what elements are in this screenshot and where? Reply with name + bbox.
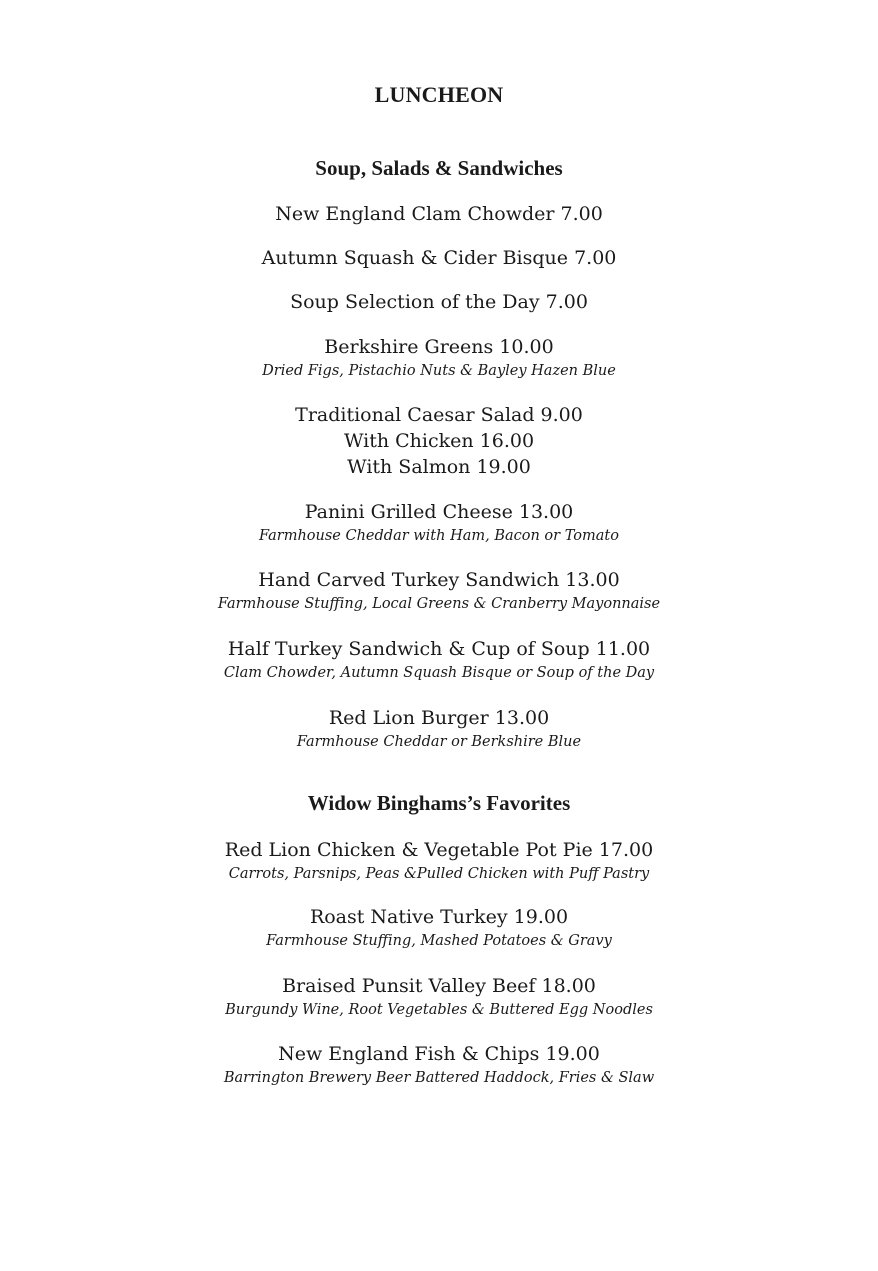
menu-item xyxy=(0,499,878,546)
section-heading-soup-salads-sandwiches: Soup, Salads & Sandwiches xyxy=(315,156,563,180)
item-name: New England Clam Chowder 7.00 xyxy=(275,203,603,225)
item-option: With Chicken 16.00 xyxy=(343,430,535,452)
item-name: Autumn Squash & Cider Bisque 7.00 xyxy=(261,247,617,269)
item-description: Farmhouse Cheddar or Berkshire Blue xyxy=(296,734,582,750)
item-name: Panini Grilled Cheese 13.00 xyxy=(304,501,574,523)
menu-item xyxy=(0,201,878,227)
menu-item xyxy=(0,245,878,271)
menu-item xyxy=(0,289,878,315)
item-name: Soup Selection of the Day 7.00 xyxy=(290,291,588,313)
item-description: Dried Figs, Pistachio Nuts & Bayley Hazen Blue xyxy=(262,363,616,379)
menu-item xyxy=(0,904,878,951)
item-name: New England Fish & Chips 19.00 xyxy=(278,1043,600,1065)
menu-item xyxy=(0,705,878,752)
item-name: Berkshire Greens 10.00 xyxy=(324,336,554,358)
item-description: Carrots, Parsnips, Peas &Pulled Chicken with Puff Pastry xyxy=(228,866,650,882)
section-heading-widow-binghams-favorites: Widow Binghams’s Favorites xyxy=(307,791,571,815)
item-description: Barrington Brewery Beer Battered Haddock, Fries & Slaw xyxy=(223,1070,655,1086)
item-name: Hand Carved Turkey Sandwich 13.00 xyxy=(258,569,620,591)
menu-item xyxy=(0,973,878,1020)
menu-item xyxy=(0,837,878,884)
menu-item xyxy=(0,567,878,614)
item-description: Burgundy Wine, Root Vegetables & Buttered Egg Noodles xyxy=(225,1002,653,1018)
item-name: Half Turkey Sandwich & Cup of Soup 11.00 xyxy=(227,638,651,660)
item-name: Red Lion Burger 13.00 xyxy=(328,707,550,729)
item-description: Farmhouse Stuffing, Mashed Potatoes & Gravy xyxy=(266,933,612,949)
menu-item xyxy=(0,402,878,480)
menu-item xyxy=(0,1041,878,1088)
menu-item xyxy=(0,636,878,683)
item-description: Farmhouse Stuffing, Local Greens & Cranberry Mayonnaise xyxy=(217,596,661,612)
item-description: Clam Chowder, Autumn Squash Bisque or Soup of the Day xyxy=(223,665,655,681)
item-name: Red Lion Chicken & Vegetable Pot Pie 17.00 xyxy=(224,839,654,861)
menu-title: LUNCHEON xyxy=(374,82,504,107)
item-description: Farmhouse Cheddar with Ham, Bacon or Tomato xyxy=(259,528,619,544)
item-name: Roast Native Turkey 19.00 xyxy=(309,906,569,928)
item-name: Braised Punsit Valley Beef 18.00 xyxy=(282,975,596,997)
item-option: With Salmon 19.00 xyxy=(347,456,531,478)
menu-item xyxy=(0,334,878,381)
item-name: Traditional Caesar Salad 9.00 xyxy=(295,404,583,426)
